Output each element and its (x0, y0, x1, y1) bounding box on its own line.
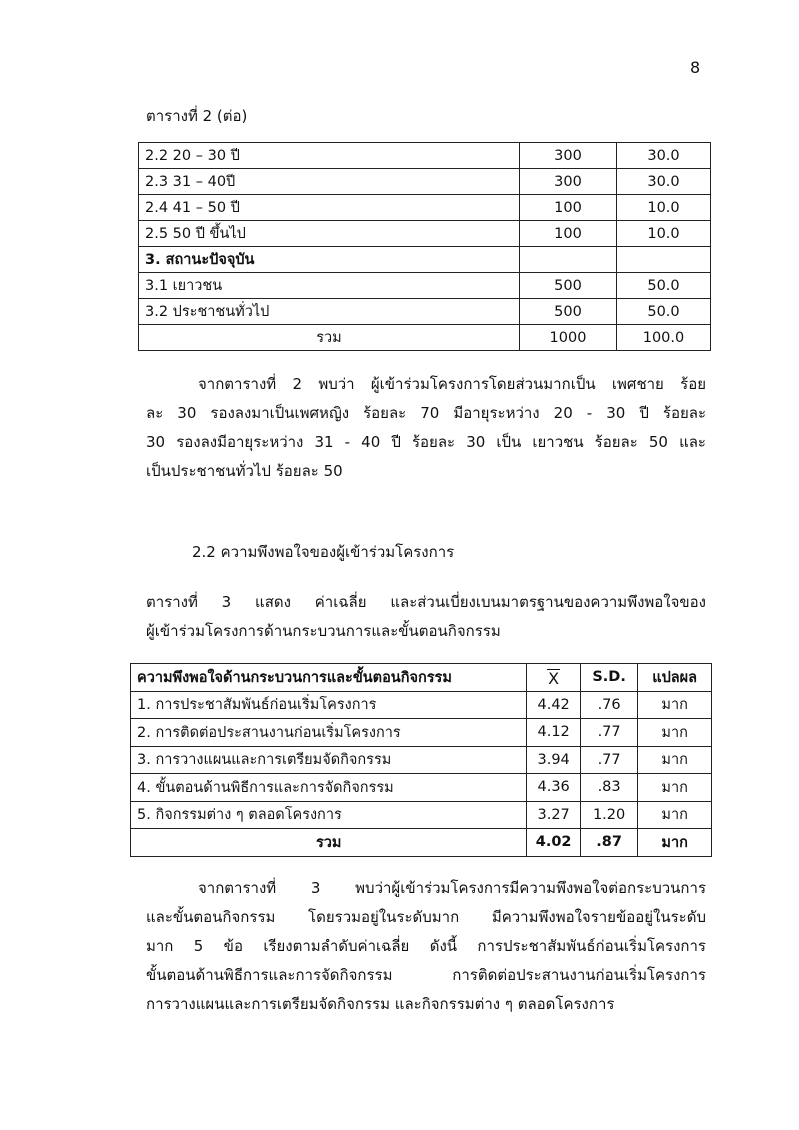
row-count: 300 (519, 143, 616, 169)
paragraph-line: ละ 30 รองลงมาเป็นเพศหญิง ร้อยละ 70 มีอายุระหว่าง 20 - 30 ปี ร้อยละ (146, 404, 706, 422)
section-label: 3. สถานะปัจจุบัน (139, 247, 520, 273)
header-item: ความพึงพอใจด้านกระบวนการและขั้นตอนกิจกรรม (131, 664, 527, 692)
row-item: 5. กิจกรรมต่าง ๆ ตลอดโครงการ (131, 801, 527, 829)
row-count: 100 (519, 221, 616, 247)
total-interpretation: มาก (638, 829, 712, 857)
row-mean: 3.27 (527, 801, 580, 829)
row-count: 100 (519, 195, 616, 221)
row-percent (617, 247, 711, 273)
total-mean: 4.02 (527, 829, 580, 857)
row-mean: 3.94 (527, 746, 580, 774)
page-number: 8 (690, 58, 701, 77)
row-label: 2.2 20 – 30 ปี (139, 143, 520, 169)
row-percent: 30.0 (617, 169, 711, 195)
row-sd: 1.20 (580, 801, 637, 829)
table-row (131, 691, 712, 719)
table-total-row (131, 829, 712, 857)
row-item: 1. การประชาสัมพันธ์ก่อนเริ่มโครงการ (131, 691, 527, 719)
header-mean (527, 664, 580, 692)
row-sd: .77 (580, 746, 637, 774)
table-row (131, 719, 712, 747)
row-label: 2.3 31 – 40ปี (139, 169, 520, 195)
row-percent: 10.0 (617, 195, 711, 221)
table-row (139, 169, 711, 195)
row-sd: .83 (580, 774, 637, 802)
row-percent: 30.0 (617, 143, 711, 169)
paragraph-line: จากตารางที่ 2 พบว่า ผู้เข้าร่วมโครงการโดยส่วนมากเป็น เพศชาย ร้อย (198, 375, 706, 393)
row-count: 300 (519, 169, 616, 195)
table-row (131, 774, 712, 802)
table-row (139, 195, 711, 221)
paragraph-line: มาก 5 ข้อ เรียงตามลำดับค่าเฉลี่ย ดังนี้ การประชาสัมพันธ์ก่อนเริ่มโครงการ (146, 937, 706, 955)
row-item: 4. ขั้นตอนด้านพิธีการและการจัดกิจกรรม (131, 774, 527, 802)
row-label: 3.2 ประชาชนทั่วไป (139, 299, 520, 325)
paragraph-line: การวางแผนและการเตรียมจัดกิจกรรม และกิจกรรมต่าง ๆ ตลอดโครงการ (146, 995, 615, 1013)
row-percent: 50.0 (617, 273, 711, 299)
row-mean: 4.42 (527, 691, 580, 719)
table2-caption: ตารางที่ 2 (ต่อ) (146, 107, 248, 125)
table-section-row (139, 247, 711, 273)
paragraph-line: และขั้นตอนกิจกรรม โดยรวมอยู่ในระดับมาก มีความพึงพอใจรายข้ออยู่ในระดับ (146, 908, 706, 926)
total-count: 1000 (519, 325, 616, 351)
row-interpretation: มาก (638, 801, 712, 829)
table-row (139, 273, 711, 299)
table-row (139, 143, 711, 169)
table-total-row (139, 325, 711, 351)
row-item: 2. การติดต่อประสานงานก่อนเริ่มโครงการ (131, 719, 527, 747)
row-count (519, 247, 616, 273)
table3 (130, 663, 712, 857)
row-count: 500 (519, 299, 616, 325)
caption-line: ตารางที่ 3 แสดง ค่าเฉลี่ย และส่วนเบี่ยงเบนมาตรฐานของความพึงพอใจของ (146, 593, 706, 611)
paragraph-table3-summary (146, 874, 706, 1019)
header-interpretation: แปลผล (638, 664, 712, 692)
row-sd: .77 (580, 719, 637, 747)
total-label: รวม (139, 325, 520, 351)
row-percent: 50.0 (617, 299, 711, 325)
row-count: 500 (519, 273, 616, 299)
row-interpretation: มาก (638, 774, 712, 802)
header-sd: S.D. (580, 664, 637, 692)
total-item: รวม (131, 829, 527, 857)
table-header-row (131, 664, 712, 692)
paragraph-line: ขั้นตอนด้านพิธีการและการจัดกิจกรรม การติดต่อประสานงานก่อนเริ่มโครงการ (146, 966, 706, 984)
table-row (131, 746, 712, 774)
table-row (131, 801, 712, 829)
table-row (139, 299, 711, 325)
total-sd: .87 (580, 829, 637, 857)
section-heading: 2.2 ความพึงพอใจของผู้เข้าร่วมโครงการ (192, 543, 455, 561)
x-bar-symbol: X (548, 668, 560, 688)
row-mean: 4.36 (527, 774, 580, 802)
paragraph-line: เป็นประชาชนทั่วไป ร้อยละ 50 (146, 462, 343, 480)
table2 (138, 142, 711, 351)
paragraph-line: 30 รองลงมีอายุระหว่าง 31 - 40 ปี ร้อยละ 30 เป็น เยาวชน ร้อยละ 50 และ (146, 433, 706, 451)
row-item: 3. การวางแผนและการเตรียมจัดกิจกรรม (131, 746, 527, 774)
row-mean: 4.12 (527, 719, 580, 747)
total-percent: 100.0 (617, 325, 711, 351)
paragraph-line: จากตารางที่ 3 พบว่าผู้เข้าร่วมโครงการมีความพึงพอใจต่อกระบวนการ (198, 879, 706, 897)
row-percent: 10.0 (617, 221, 711, 247)
row-interpretation: มาก (638, 691, 712, 719)
paragraph-table2-summary (146, 370, 706, 486)
table-row (139, 221, 711, 247)
row-sd: .76 (580, 691, 637, 719)
row-label: 2.5 50 ปี ขึ้นไป (139, 221, 520, 247)
table3-caption (146, 588, 706, 646)
row-label: 3.1 เยาวชน (139, 273, 520, 299)
row-interpretation: มาก (638, 746, 712, 774)
caption-line: ผู้เข้าร่วมโครงการด้านกระบวนการและขั้นตอนกิจกรรม (146, 622, 501, 640)
row-interpretation: มาก (638, 719, 712, 747)
row-label: 2.4 41 – 50 ปี (139, 195, 520, 221)
